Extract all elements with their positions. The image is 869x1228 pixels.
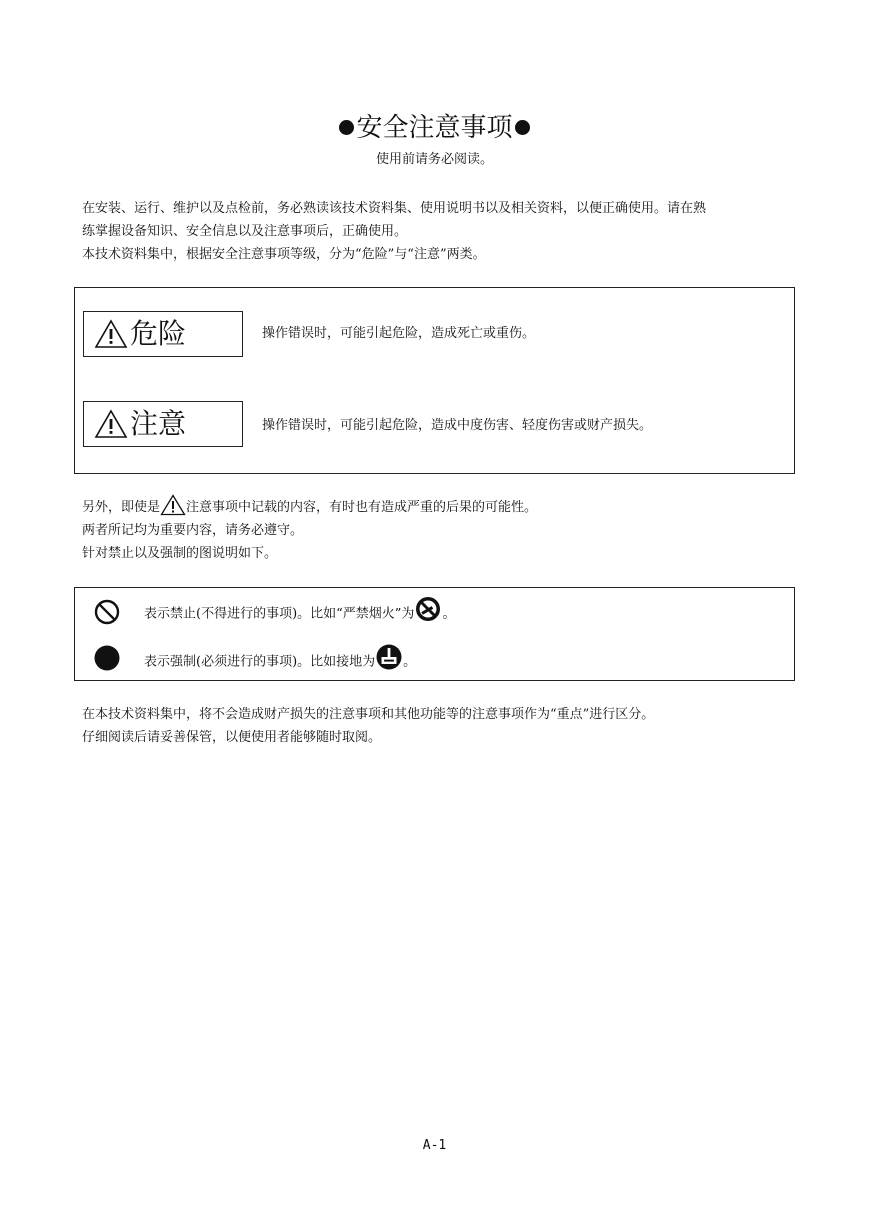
closing-line-1: 在本技术资料集中，将不会造成财产损失的注意事项和其他功能等的注意事项作为“重点”进行区分。	[82, 707, 655, 722]
ground-icon	[375, 643, 403, 671]
notes-line-1-post: 注意事项中记载的内容，有时也有造成严重的后果的可能性。	[186, 500, 538, 515]
prohibition-suffix: 。	[442, 606, 456, 622]
prohibition-icon	[94, 599, 120, 625]
closing-line-2: 仔细阅读后请妥善保管，以便使用者能够随时取阅。	[82, 730, 382, 745]
warning-triangle-icon	[160, 494, 186, 516]
caution-label-box	[83, 401, 243, 447]
bullet-dot-right	[515, 120, 530, 135]
caution-description: 操作错误时，可能引起危险，造成中度伤害、轻度伤害或财产损失。	[262, 418, 653, 433]
mandatory-text: 表示强制(必须进行的事项)。比如接地为	[144, 654, 376, 670]
notes-line-3: 针对禁止以及强制的图说明如下。	[82, 546, 278, 561]
notes-line-1	[82, 496, 792, 519]
danger-label: 危险	[130, 317, 187, 350]
notes-paragraph	[82, 496, 792, 565]
mandatory-suffix: 。	[403, 654, 417, 670]
danger-label-box	[83, 311, 243, 357]
warning-triangle-icon	[94, 319, 128, 349]
caution-label: 注意	[130, 407, 187, 440]
intro-line-1: 在安装、运行、维护以及点检前，务必熟读该技术资料集、使用说明书以及相关资料，以便正确使用。请在熟	[82, 201, 707, 216]
intro-line-3: 本技术资料集中，根据安全注意事项等级，分为“危险”与“注意”两类。	[82, 247, 486, 262]
intro-line-2: 练掌握设备知识、安全信息以及注意事项后，正确使用。	[82, 224, 408, 239]
no-smoking-icon	[414, 595, 442, 623]
bullet-dot-left	[339, 120, 354, 135]
mandatory-row	[144, 653, 416, 672]
danger-description: 操作错误时，可能引起危险，造成死亡或重伤。	[262, 326, 536, 341]
safety-levels-box	[74, 287, 795, 474]
symbols-box	[74, 587, 795, 681]
page-number: A-1	[422, 1138, 447, 1153]
title-text: 安全注意事项	[356, 113, 513, 143]
closing-paragraph	[82, 703, 792, 749]
warning-triangle-icon	[94, 409, 128, 439]
prohibition-row	[144, 605, 455, 624]
prohibition-text: 表示禁止(不得进行的事项)。比如“严禁烟火”为	[144, 606, 415, 622]
page-title	[0, 108, 869, 148]
subtitle: 使用前请务必阅读。	[375, 152, 493, 167]
intro-paragraph	[82, 197, 792, 266]
notes-line-2: 两者所记均为重要内容，请务必遵守。	[82, 523, 304, 538]
mandatory-icon	[93, 644, 121, 672]
notes-line-1-pre: 另外，即使是	[82, 500, 161, 515]
